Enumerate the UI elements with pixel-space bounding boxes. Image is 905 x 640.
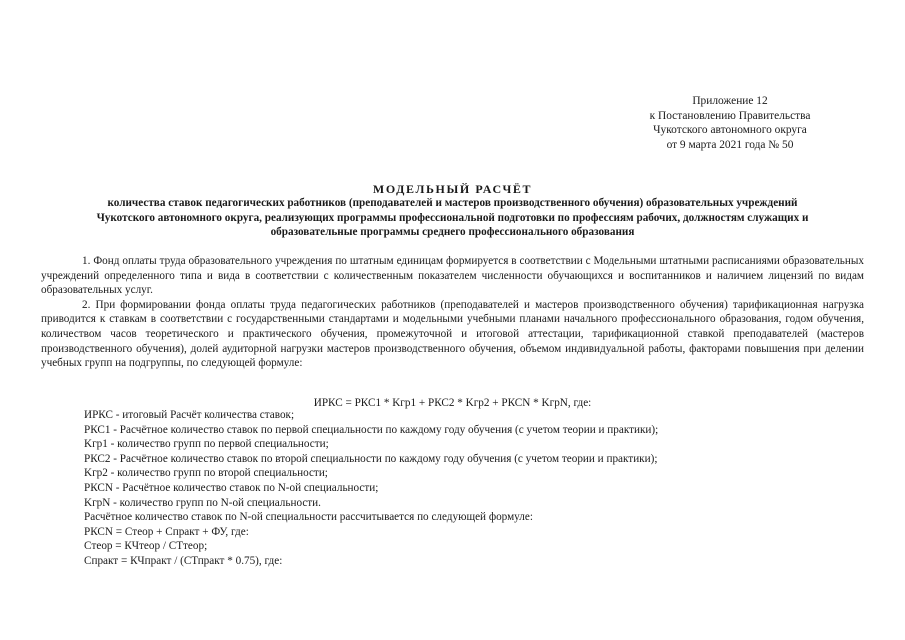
appendix-line-3: Чукотского автономного округа bbox=[653, 124, 807, 136]
subtitle-line-1: количества ставок педагогических работников (преподавателей и мастеров производственного обучения) образовательных учреждений bbox=[107, 197, 798, 209]
formula-definitions bbox=[84, 408, 864, 569]
definition-rks1: РКС1 - Расчётное количество ставок по первой специальности по каждому году обучения (с учетом теории и практики); bbox=[84, 423, 659, 436]
definition-rks2: РКС2 - Расчётное количество ставок по второй специальности по каждому году обучения (с учетом теории и практики); bbox=[84, 452, 658, 465]
appendix-line-1: Приложение 12 bbox=[692, 95, 768, 107]
definition-kgr2: Kгр2 - количество групп по второй специальности; bbox=[84, 467, 328, 480]
appendix-line-2: к Постановлению Правительства bbox=[649, 109, 811, 122]
appendix-header bbox=[600, 94, 860, 152]
definition-kgr1: Kгр1 - количество групп по первой специальности; bbox=[84, 438, 329, 451]
main-formula: ИРКС = РКС1 * Kгр1 + РКС2 * Kгр2 + РКСN * KгрN, где: bbox=[313, 397, 592, 409]
document-subtitle bbox=[40, 196, 865, 240]
formula-cteor: Cтеор = КЧтеор / СТтеор; bbox=[84, 540, 208, 553]
body-paragraphs bbox=[41, 254, 864, 371]
definition-intro: Расчётное количество ставок по N-ой специальности рассчитывается по следующей формуле: bbox=[84, 511, 533, 524]
subtitle-line-3: образовательные программы среднего профессионального образования bbox=[270, 226, 635, 239]
definition-rksn: РКСN - Расчётное количество ставок по N-ой специальности; bbox=[84, 481, 379, 494]
document-title: МОДЕЛЬНЫЙ РАСЧЁТ bbox=[372, 182, 533, 196]
definition-kgrn: KгрN - количество групп по N-ой специальности. bbox=[84, 496, 321, 509]
formula-rksn: РКСN = Cтеор + Cпракт + ФУ, где: bbox=[84, 525, 249, 538]
definition-irks: ИРКС - итоговый Расчёт количества ставок; bbox=[84, 409, 295, 421]
appendix-line-4: от 9 марта 2021 года № 50 bbox=[666, 138, 794, 151]
subtitle-line-2: Чукотского автономного округа, реализующих программы профессиональной подготовки по профессиям рабочих, должностям служащих и bbox=[96, 211, 809, 224]
formula-cprakt: Cпракт = КЧпракт / (СТпракт * 0.75), где: bbox=[84, 554, 283, 567]
paragraph-2: 2. При формировании фонда оплаты труда педагогических работников (преподавателей и мастеров производственного обучения) тарификационная нагрузка приводится к ставкам в соответствии с государственными стандартами и модельными учебными планами начального профессионального образования, годом обучения, количеством часов теоретического и практического обучения, промежуточной и итоговой аттестации, тарификационной ставкой преподавателей (мастеров производственного обучения), долей аудиторной нагрузки мастеров производственного обучения, объемом индивидуальной работы, факторами повышения при делении учебных групп на подгруппы, по следующей формуле: bbox=[41, 298, 864, 370]
paragraph-1: 1. Фонд оплаты труда образовательного учреждения по штатным единицам формируется в соответствии с Модельными штатными расписаниями образовательных учреждений определенного типа и вида в соответствии с количественным показателем численности обучающихся и воспитанников и наличием лицензий по видам образовательных услуг. bbox=[41, 255, 864, 297]
